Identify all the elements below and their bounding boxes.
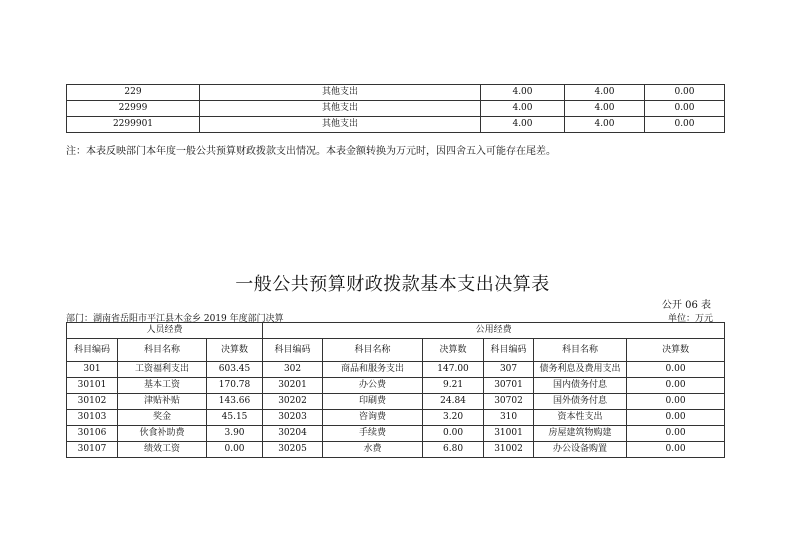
table-cell: 0.00 [645,85,725,101]
table-row [67,378,725,394]
table-cell: 603.45 [207,362,263,378]
table-cell: 22999 [67,101,200,117]
table-cell: 工资福利支出 [118,362,207,378]
table-code: 公开 06 表 [661,300,711,311]
group-public: 公用经费 [263,323,725,339]
table-cell: 307 [484,362,534,378]
table-cell: 其他支出 [200,117,481,133]
table-cell: 30202 [263,394,323,410]
column-header: 科目编码 [263,339,323,362]
table-cell: 奖金 [118,410,207,426]
table-cell: 4.00 [481,101,565,117]
top-table-row [67,85,725,101]
table-cell: 170.78 [207,378,263,394]
table-row [67,410,725,426]
table-cell: 30201 [263,378,323,394]
group-personnel: 人员经费 [67,323,263,339]
table-cell: 31001 [484,426,534,442]
table-cell: 办公设备购置 [534,442,627,458]
table-cell: 0.00 [645,117,725,133]
table-cell: 津贴补贴 [118,394,207,410]
table-cell: 资本性支出 [534,410,627,426]
table-cell: 0.00 [627,378,725,394]
column-header: 科目名称 [534,339,627,362]
table-cell: 3.90 [207,426,263,442]
table-cell: 4.00 [565,117,645,133]
top-table [66,84,725,133]
table-cell: 基本工资 [118,378,207,394]
top-table-body [67,85,725,133]
table-cell: 2299901 [67,117,200,133]
table-cell: 绩效工资 [118,442,207,458]
page-title: 一般公共预算财政拨款基本支出决算表 [235,274,550,295]
table-cell: 0.00 [627,442,725,458]
group-header-row [67,323,725,339]
table-cell: 229 [67,85,200,101]
table-cell: 4.00 [481,85,565,101]
table-cell: 301 [67,362,118,378]
table-cell: 9.21 [423,378,484,394]
table-row [67,362,725,378]
table-cell: 30103 [67,410,118,426]
table-cell: 0.00 [627,426,725,442]
table-cell: 债务利息及费用支出 [534,362,627,378]
table-cell: 伙食补助费 [118,426,207,442]
table-row [67,442,725,458]
table-cell: 手续费 [323,426,423,442]
table-cell: 45.15 [207,410,263,426]
table-cell: 国内债务付息 [534,378,627,394]
table-row [67,394,725,410]
column-header: 决算数 [627,339,725,362]
unit-label: 单位：万元 [667,314,713,324]
table-cell: 30203 [263,410,323,426]
column-header: 科目编码 [484,339,534,362]
table-cell: 30702 [484,394,534,410]
table-cell: 4.00 [565,85,645,101]
table-cell: 30106 [67,426,118,442]
table-cell: 房屋建筑物购建 [534,426,627,442]
table-cell: 302 [263,362,323,378]
table-cell: 6.80 [423,442,484,458]
table-cell: 3.20 [423,410,484,426]
table-cell: 0.00 [627,362,725,378]
table-cell: 0.00 [207,442,263,458]
table-cell: 咨询费 [323,410,423,426]
column-header: 决算数 [207,339,263,362]
table-note: 注：本表反映部门本年度一般公共预算财政拨款支出情况。本表金额转换为万元时，因四舍五入可能存在尾差。 [66,146,556,157]
table-cell: 0.00 [645,101,725,117]
table-cell: 4.00 [565,101,645,117]
top-table-row [67,101,725,117]
table-cell: 30107 [67,442,118,458]
column-header: 科目编码 [67,339,118,362]
table-cell: 30102 [67,394,118,410]
table-cell: 国外债务付息 [534,394,627,410]
table-cell: 30205 [263,442,323,458]
table-cell: 办公费 [323,378,423,394]
table-cell: 水费 [323,442,423,458]
table-cell: 印刷费 [323,394,423,410]
table-cell: 其他支出 [200,101,481,117]
table-cell: 143.66 [207,394,263,410]
table-cell: 310 [484,410,534,426]
table-cell: 30701 [484,378,534,394]
table-cell: 30101 [67,378,118,394]
main-table-body [67,323,725,458]
table-cell: 147.00 [423,362,484,378]
column-header: 决算数 [423,339,484,362]
column-header: 科目名称 [323,339,423,362]
table-cell: 0.00 [627,410,725,426]
column-header-row [67,339,725,362]
top-table-row [67,117,725,133]
table-cell: 24.84 [423,394,484,410]
table-cell: 其他支出 [200,85,481,101]
table-cell: 0.00 [627,394,725,410]
table-cell: 31002 [484,442,534,458]
table-cell: 0.00 [423,426,484,442]
table-cell: 4.00 [481,117,565,133]
main-table [66,322,725,458]
table-cell: 30204 [263,426,323,442]
column-header: 科目名称 [118,339,207,362]
table-cell: 商品和服务支出 [323,362,423,378]
department-label: 部门：湖南省岳阳市平江县木金乡 2019 年度部门决算 [66,314,284,324]
table-row [67,426,725,442]
